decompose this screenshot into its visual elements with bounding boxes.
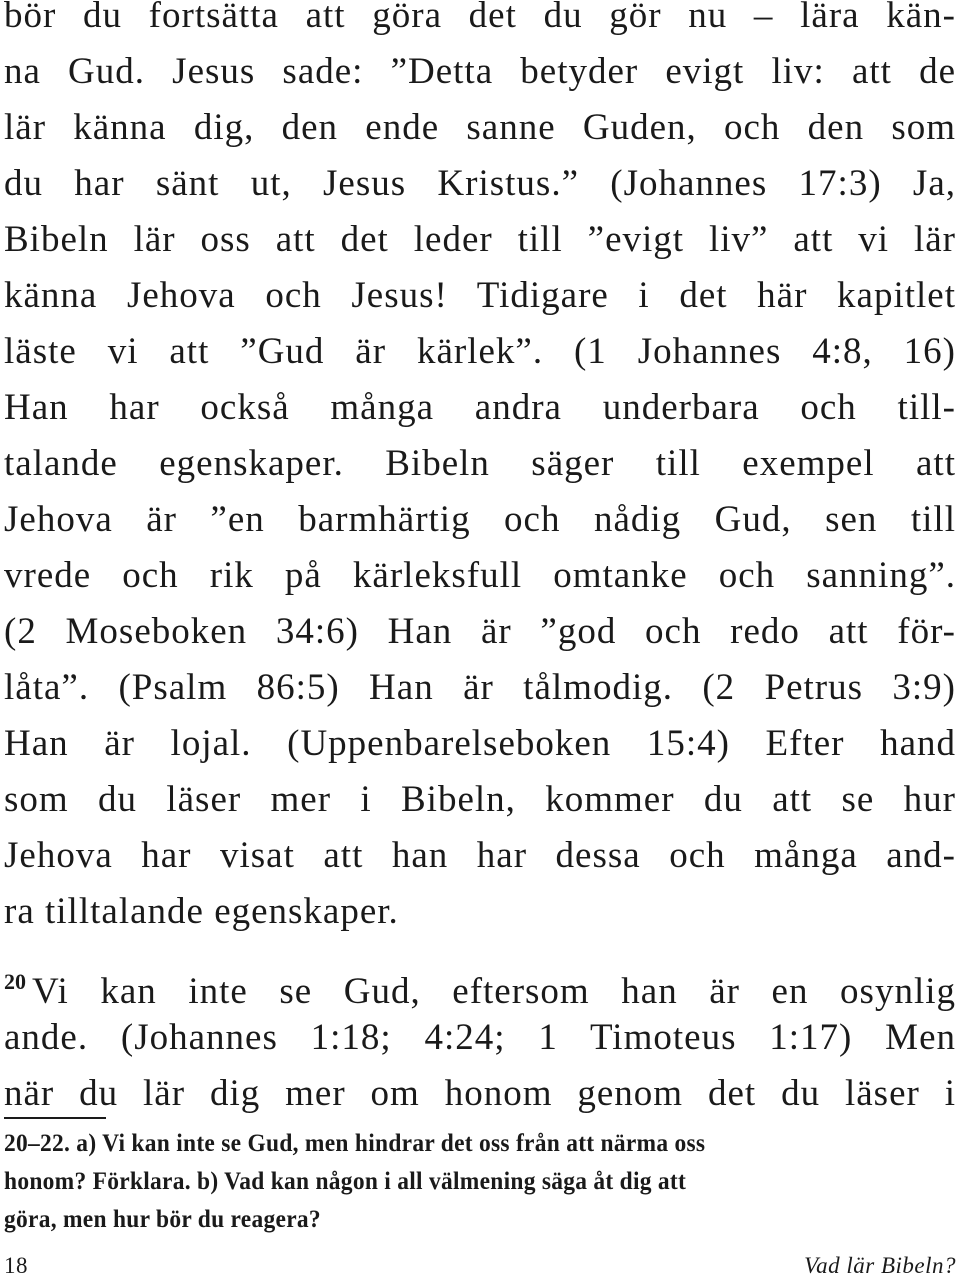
question-line: honom? Förklara. b) Vad kan någon i all välmening säga åt dig att: [4, 1166, 687, 1195]
body-line: lär känna dig, den ende sanne Guden, och den som: [4, 107, 956, 148]
study-questions: [4, 1124, 956, 1238]
body-line: talande egenskaper. Bibeln säger till exempel att: [4, 443, 956, 484]
paragraph-gap: [4, 940, 956, 954]
body-line: na Gud. Jesus sade: ”Detta betyder evigt liv: att de: [4, 51, 956, 92]
body-line: vrede och rik på kärleksfull omtanke och sanning”.: [4, 555, 956, 596]
body-line: (2 Moseboken 34:6) Han är ”god och redo att för-: [4, 611, 956, 652]
body-line: Han har också många andra underbara och till-: [4, 387, 956, 428]
body-line: låta”. (Psalm 86:5) Han är tålmodig. (2 Petrus 3:9): [4, 667, 956, 708]
body-line: bör du fortsätta att göra det du gör nu – lära kän-: [4, 0, 956, 36]
body-line: ande. (Johannes 1:18; 4:24; 1 Timoteus 1:17) Men: [4, 1017, 956, 1058]
book-title: Vad lär Bibeln?: [804, 1253, 956, 1278]
paragraph-20-first-line: [4, 954, 956, 1010]
body-line: Jehova har visat att han har dessa och många and-: [4, 835, 956, 876]
body-line: Han är lojal. (Uppenbarelseboken 15:4) Efter hand: [4, 723, 956, 764]
question-line: göra, men hur bör du reagera?: [4, 1204, 321, 1233]
body-line: känna Jehova och Jesus! Tidigare i det här kapitlet: [4, 275, 956, 316]
footnote-divider: [4, 1117, 106, 1119]
body-line: Jehova är ”en barmhärtig och nådig Gud, sen till: [4, 499, 956, 540]
body-line: läste vi att ”Gud är kärlek”. (1 Johannes 4:8, 16): [4, 331, 956, 372]
body-line: du har sänt ut, Jesus Kristus.” (Johannes 17:3) Ja,: [4, 163, 956, 204]
body-text: [4, 0, 956, 1122]
paragraph-20-line-text: Vi kan inte se Gud, eftersom han är en osynlig: [32, 971, 956, 1012]
body-line: som du läser mer i Bibeln, kommer du att se hur: [4, 779, 956, 820]
body-line: Bibeln lär oss att det leder till ”evigt liv” att vi lär: [4, 219, 956, 260]
page-number: 18: [4, 1253, 28, 1278]
paragraph-number: 20: [4, 969, 26, 994]
question-line: 20–22. a) Vi kan inte se Gud, men hindrar det oss från att närma oss: [4, 1128, 706, 1157]
body-line: ra tilltalande egenskaper.: [4, 891, 399, 932]
body-line: när du lär dig mer om honom genom det du läser i: [4, 1073, 956, 1114]
